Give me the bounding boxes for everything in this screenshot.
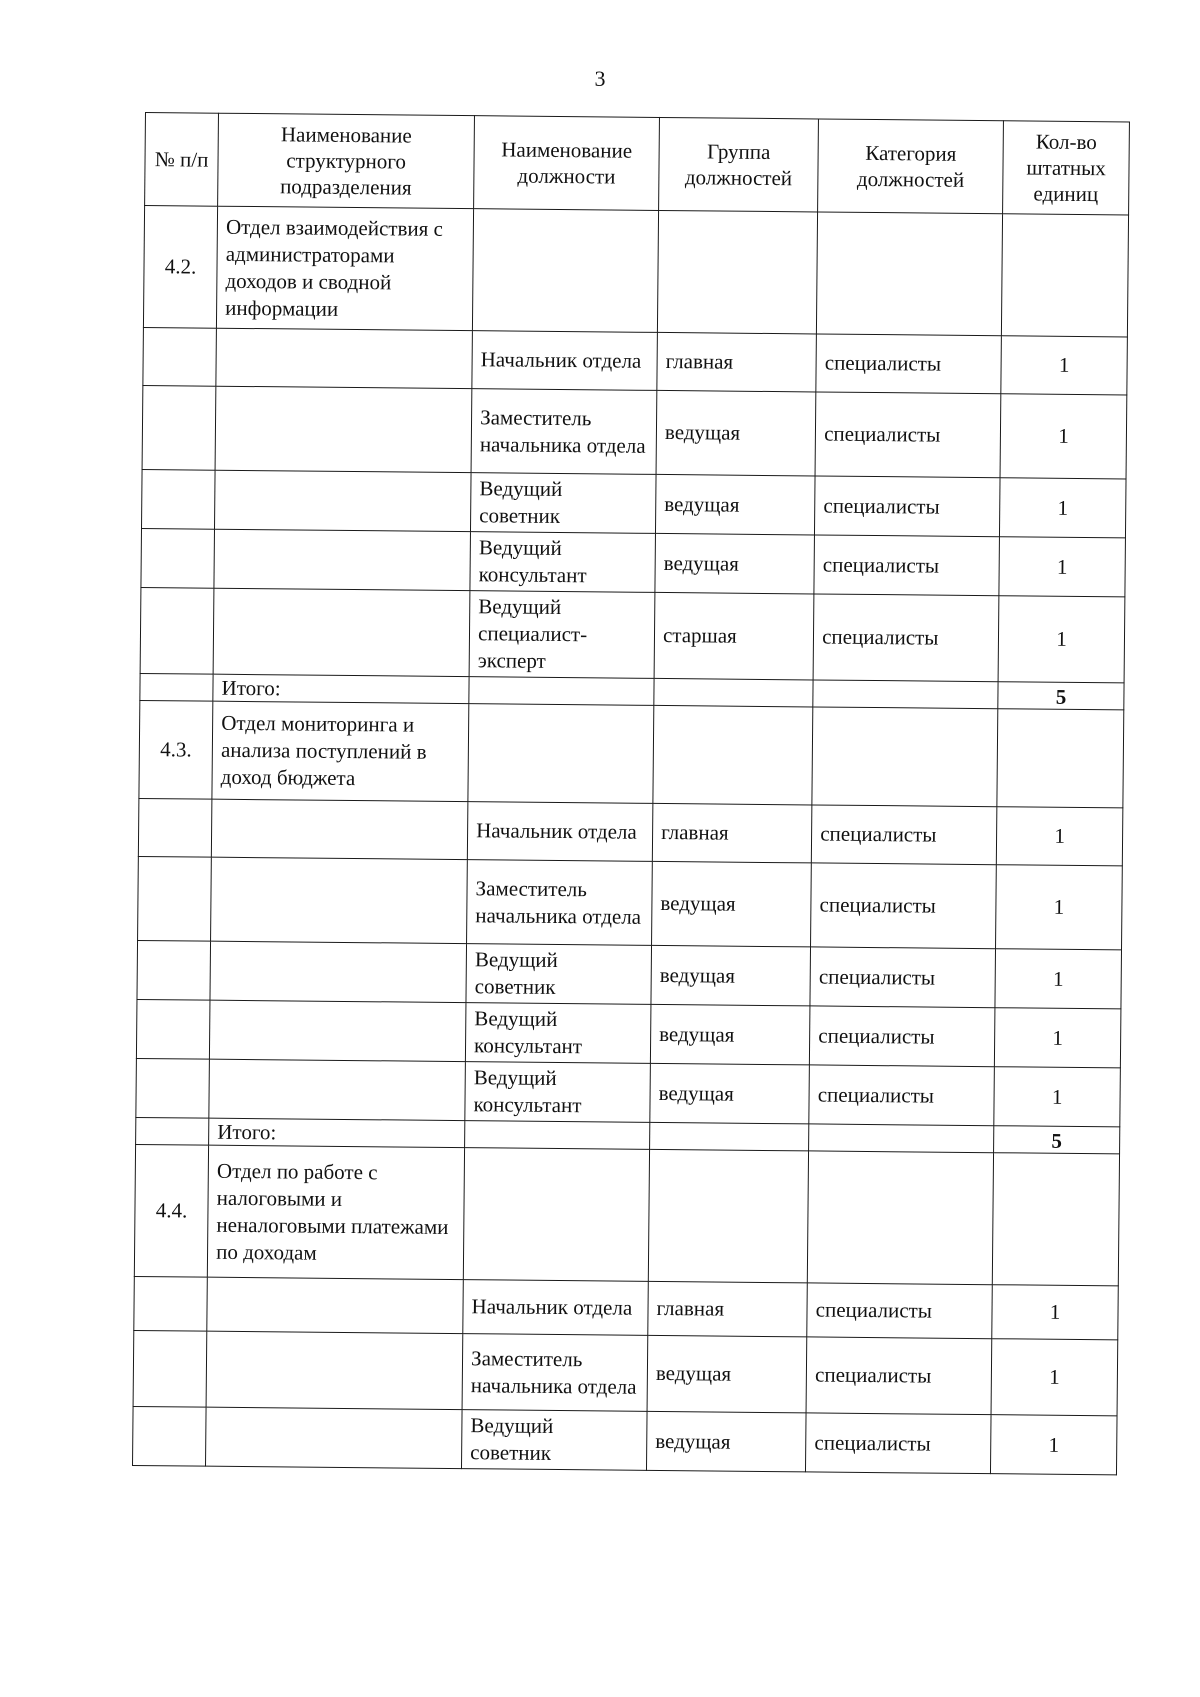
section-number: 4.3. <box>139 700 213 799</box>
empty-cell <box>469 677 654 706</box>
empty-cell <box>136 999 210 1059</box>
position-cell: Ведущий советник <box>471 473 657 534</box>
empty-cell <box>142 385 216 470</box>
table-row <box>133 1406 1118 1474</box>
empty-cell <box>140 587 214 674</box>
category-cell: специалисты <box>807 1283 992 1339</box>
empty-cell <box>472 209 658 333</box>
group-cell: ведущая <box>656 390 816 476</box>
section-row <box>139 700 1124 807</box>
total-count: 5 <box>998 682 1124 710</box>
group-cell: ведущая <box>656 474 816 535</box>
header-group: Группа должностей <box>659 117 819 212</box>
category-cell: специалисты <box>816 334 1002 394</box>
position-cell: Заместитель начальника отдела <box>471 389 657 475</box>
empty-cell <box>211 799 467 859</box>
table-header-row <box>145 113 1130 215</box>
count-cell: 1 <box>998 596 1125 683</box>
table-row <box>142 385 1127 478</box>
empty-cell <box>213 588 470 676</box>
table-row <box>138 798 1123 865</box>
table-row <box>140 587 1125 682</box>
total-label: Итого: <box>209 1118 465 1147</box>
empty-cell <box>136 1058 210 1118</box>
position-cell: Начальник отдела <box>472 331 658 391</box>
count-cell: 1 <box>995 949 1121 1009</box>
group-cell: ведущая <box>655 533 815 594</box>
empty-cell <box>134 1276 208 1331</box>
empty-cell <box>133 1330 207 1407</box>
empty-cell <box>140 673 213 701</box>
count-cell: 1 <box>1000 394 1127 479</box>
position-cell: Заместитель начальника отдела <box>467 860 653 946</box>
group-cell: ведущая <box>652 861 812 947</box>
staffing-table <box>132 112 1130 1475</box>
empty-cell <box>207 1277 463 1333</box>
section-name: Отдел по работе с налоговыми и неналоговыми платежами по доходам <box>207 1145 464 1279</box>
empty-cell <box>807 1151 993 1285</box>
table-row <box>143 327 1128 394</box>
empty-cell <box>137 940 211 1000</box>
header-position: Наименование должности <box>474 116 660 211</box>
table-row <box>141 528 1126 596</box>
empty-cell <box>1002 214 1129 337</box>
empty-cell <box>206 1407 462 1468</box>
table-row <box>136 999 1121 1067</box>
total-count: 5 <box>994 1126 1120 1154</box>
group-cell: ведущая <box>650 1004 810 1065</box>
group-cell: старшая <box>654 592 814 680</box>
group-cell: главная <box>657 332 817 392</box>
table-row <box>142 469 1127 537</box>
empty-cell <box>650 1122 809 1151</box>
empty-cell <box>209 1059 465 1120</box>
empty-cell <box>648 1149 808 1283</box>
category-cell: специалисты <box>814 535 1000 596</box>
group-cell: главная <box>648 1281 808 1337</box>
header-unit: Наименование структурного подразделения <box>218 113 475 208</box>
category-cell: специалисты <box>815 392 1001 478</box>
empty-cell <box>211 857 468 943</box>
table-row <box>134 1276 1118 1339</box>
section-number: 4.2. <box>143 206 217 329</box>
empty-cell <box>657 210 817 334</box>
page-number: 3 <box>594 66 606 91</box>
empty-cell <box>465 1121 650 1150</box>
position-cell: Ведущий советник <box>466 944 652 1005</box>
empty-cell <box>143 327 217 386</box>
empty-cell <box>136 1117 209 1145</box>
category-cell: специалисты <box>815 476 1001 537</box>
count-cell: 1 <box>991 1415 1117 1475</box>
empty-cell <box>812 707 998 807</box>
position-cell: Начальник отдела <box>463 1280 648 1336</box>
empty-cell <box>215 470 471 531</box>
group-cell: ведущая <box>647 1335 807 1413</box>
position-cell: Ведущий советник <box>462 1410 648 1471</box>
empty-cell <box>206 1331 463 1409</box>
staffing-table-body <box>133 113 1130 1475</box>
table-row <box>133 1330 1118 1415</box>
category-cell: специалисты <box>806 1337 992 1415</box>
empty-cell <box>997 709 1124 808</box>
count-cell: 1 <box>994 1067 1120 1127</box>
header-num: № п/п <box>145 113 219 207</box>
position-cell: Заместитель начальника отдела <box>462 1334 648 1412</box>
category-cell: специалисты <box>809 1065 995 1126</box>
category-cell: специалисты <box>810 1006 996 1067</box>
empty-cell <box>142 469 216 529</box>
position-cell: Начальник отдела <box>467 802 653 862</box>
empty-cell <box>653 705 813 805</box>
section-name: Отдел мониторинга и анализа поступлений в доход бюджета <box>212 701 469 801</box>
empty-cell <box>138 856 212 941</box>
section-name: Отдел взаимодействия с администраторами доходов и сводной информации <box>217 206 474 330</box>
count-cell: 1 <box>996 865 1123 950</box>
section-row <box>143 206 1128 337</box>
group-cell: ведущая <box>651 945 811 1006</box>
empty-cell <box>817 212 1003 336</box>
section-number: 4.4. <box>134 1144 208 1277</box>
empty-cell <box>138 798 212 857</box>
empty-cell <box>215 386 472 472</box>
empty-cell <box>210 941 466 1002</box>
count-cell: 1 <box>999 537 1125 597</box>
empty-cell <box>214 529 470 590</box>
position-cell: Ведущий консультант <box>470 532 656 593</box>
count-cell: 1 <box>996 807 1122 866</box>
empty-cell <box>468 704 654 804</box>
category-cell: специалисты <box>813 594 999 682</box>
empty-cell <box>141 528 215 588</box>
empty-cell <box>992 1153 1119 1286</box>
table-row <box>137 940 1122 1008</box>
empty-cell <box>809 1124 994 1153</box>
empty-cell <box>813 680 998 709</box>
count-cell: 1 <box>992 1285 1118 1340</box>
position-cell: Ведущий специалист-эксперт <box>469 591 655 679</box>
position-cell: Ведущий консультант <box>465 1062 651 1123</box>
total-label: Итого: <box>213 674 469 703</box>
category-cell: специалисты <box>812 805 998 865</box>
empty-cell <box>210 1000 466 1061</box>
group-cell: ведущая <box>650 1063 810 1124</box>
count-cell: 1 <box>1001 336 1127 395</box>
group-cell: ведущая <box>647 1411 807 1472</box>
section-row <box>134 1144 1119 1285</box>
table-row <box>138 856 1123 949</box>
position-cell: Ведущий консультант <box>465 1003 651 1064</box>
empty-cell <box>133 1406 207 1466</box>
group-cell: главная <box>652 803 812 863</box>
empty-cell <box>463 1148 649 1282</box>
table-row <box>136 1058 1121 1126</box>
category-cell: специалисты <box>810 947 996 1008</box>
empty-cell <box>216 328 472 388</box>
category-cell: специалисты <box>806 1413 992 1474</box>
count-cell: 1 <box>995 1008 1121 1068</box>
count-cell: 1 <box>1000 478 1126 538</box>
category-cell: специалисты <box>811 863 997 949</box>
header-count: Кол-во штатных единиц <box>1003 121 1130 215</box>
empty-cell <box>654 678 813 707</box>
count-cell: 1 <box>991 1339 1118 1416</box>
header-category: Категория должностей <box>818 119 1004 214</box>
